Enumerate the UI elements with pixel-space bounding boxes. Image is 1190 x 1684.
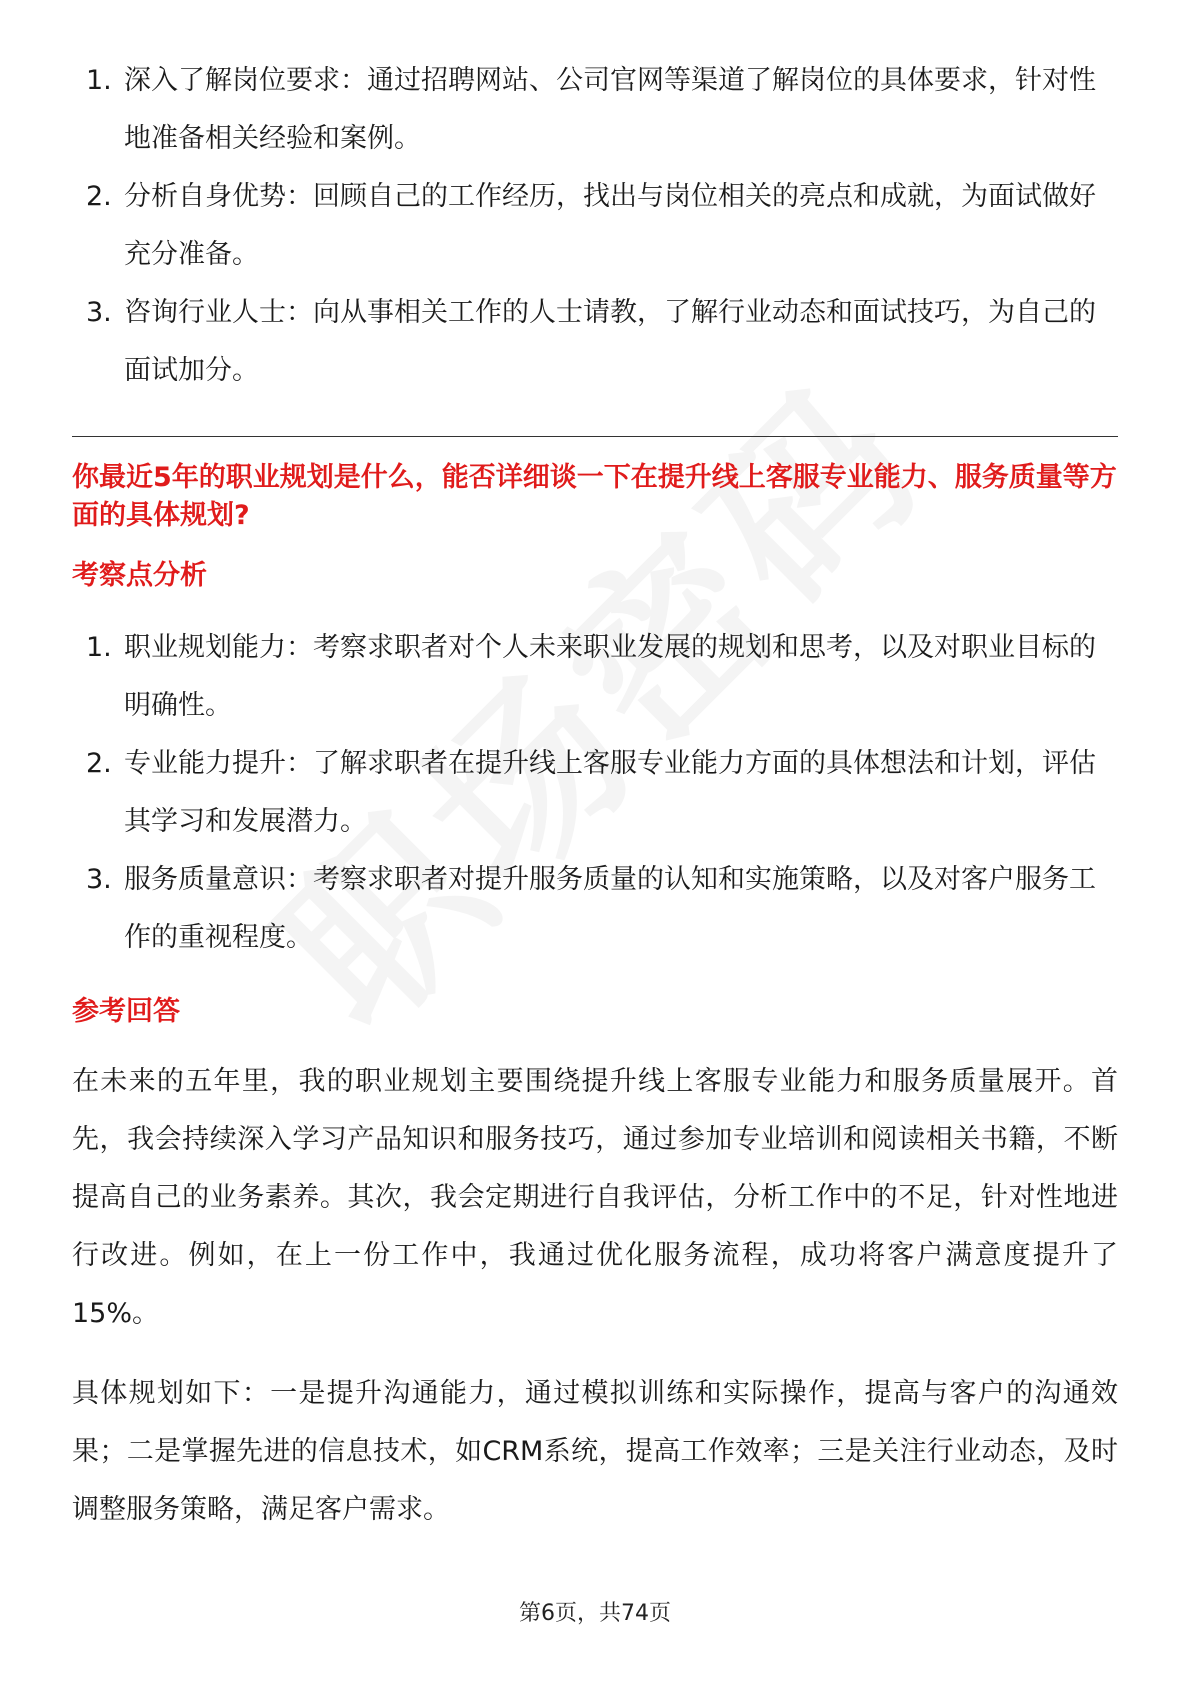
- list-number: 2.: [86, 748, 112, 779]
- list-text: 咨询行业人士：向从事相关工作的人士请教，了解行业动态和面试技巧，为自己的面试加分。: [124, 297, 1096, 386]
- list-number: 2.: [86, 181, 112, 212]
- list-item: [72, 52, 1118, 168]
- list-text: 职业规划能力：考察求职者对个人未来职业发展的规划和思考，以及对职业目标的明确性。: [124, 632, 1096, 721]
- list-number: 1.: [86, 65, 112, 96]
- list-item: [72, 168, 1118, 284]
- list-number: 1.: [86, 632, 112, 663]
- list-text: 专业能力提升：了解求职者在提升线上客服专业能力方面的具体想法和计划，评估其学习和发展潜力。: [124, 748, 1096, 837]
- list-item: [72, 619, 1118, 735]
- page-content: [72, 52, 1118, 1539]
- list-item: [72, 851, 1118, 967]
- list-text: 服务质量意识：考察求职者对提升服务质量的认知和实施策略，以及对客户服务工作的重视程度。: [124, 864, 1096, 953]
- list-number: 3.: [86, 297, 112, 328]
- list-item: [72, 735, 1118, 851]
- reference-heading: 参考回答: [72, 996, 180, 1027]
- interview-question: 你最近5年的职业规划是什么，能否详细谈一下在提升线上客服专业能力、服务质量等方面的具体规划?: [72, 462, 1117, 531]
- analysis-list: [72, 619, 1118, 967]
- list-item: [72, 284, 1118, 400]
- list-text: 深入了解岗位要求：通过招聘网站、公司官网等渠道了解岗位的具体要求，针对性地准备相关经验和案例。: [124, 65, 1096, 154]
- answer-paragraph: 具体规划如下：一是提升沟通能力，通过模拟训练和实际操作，提高与客户的沟通效果；二是掌握先进的信息技术，如CRM系统，提高工作效率；三是关注行业动态，及时调整服务策略，满足客户需求。: [72, 1378, 1118, 1525]
- page-number: 第6页，共74页: [519, 1601, 671, 1626]
- section-divider: [72, 436, 1118, 437]
- intro-list: [72, 52, 1118, 400]
- list-number: 3.: [86, 864, 112, 895]
- analysis-heading: 考察点分析: [72, 560, 207, 591]
- answer-paragraph: 在未来的五年里，我的职业规划主要围绕提升线上客服专业能力和服务质量展开。首先，我会持续深入学习产品知识和服务技巧，通过参加专业培训和阅读相关书籍，不断提高自己的业务素养。其次，我会定期进行自我评估，分析工作中的不足，针对性地进行改进。例如，在上一份工作中，我通过优化服务流程，成功将客户满意度提升了15%。: [72, 1066, 1118, 1329]
- list-text: 分析自身优势：回顾自己的工作经历，找出与岗位相关的亮点和成就，为面试做好充分准备。: [124, 181, 1096, 270]
